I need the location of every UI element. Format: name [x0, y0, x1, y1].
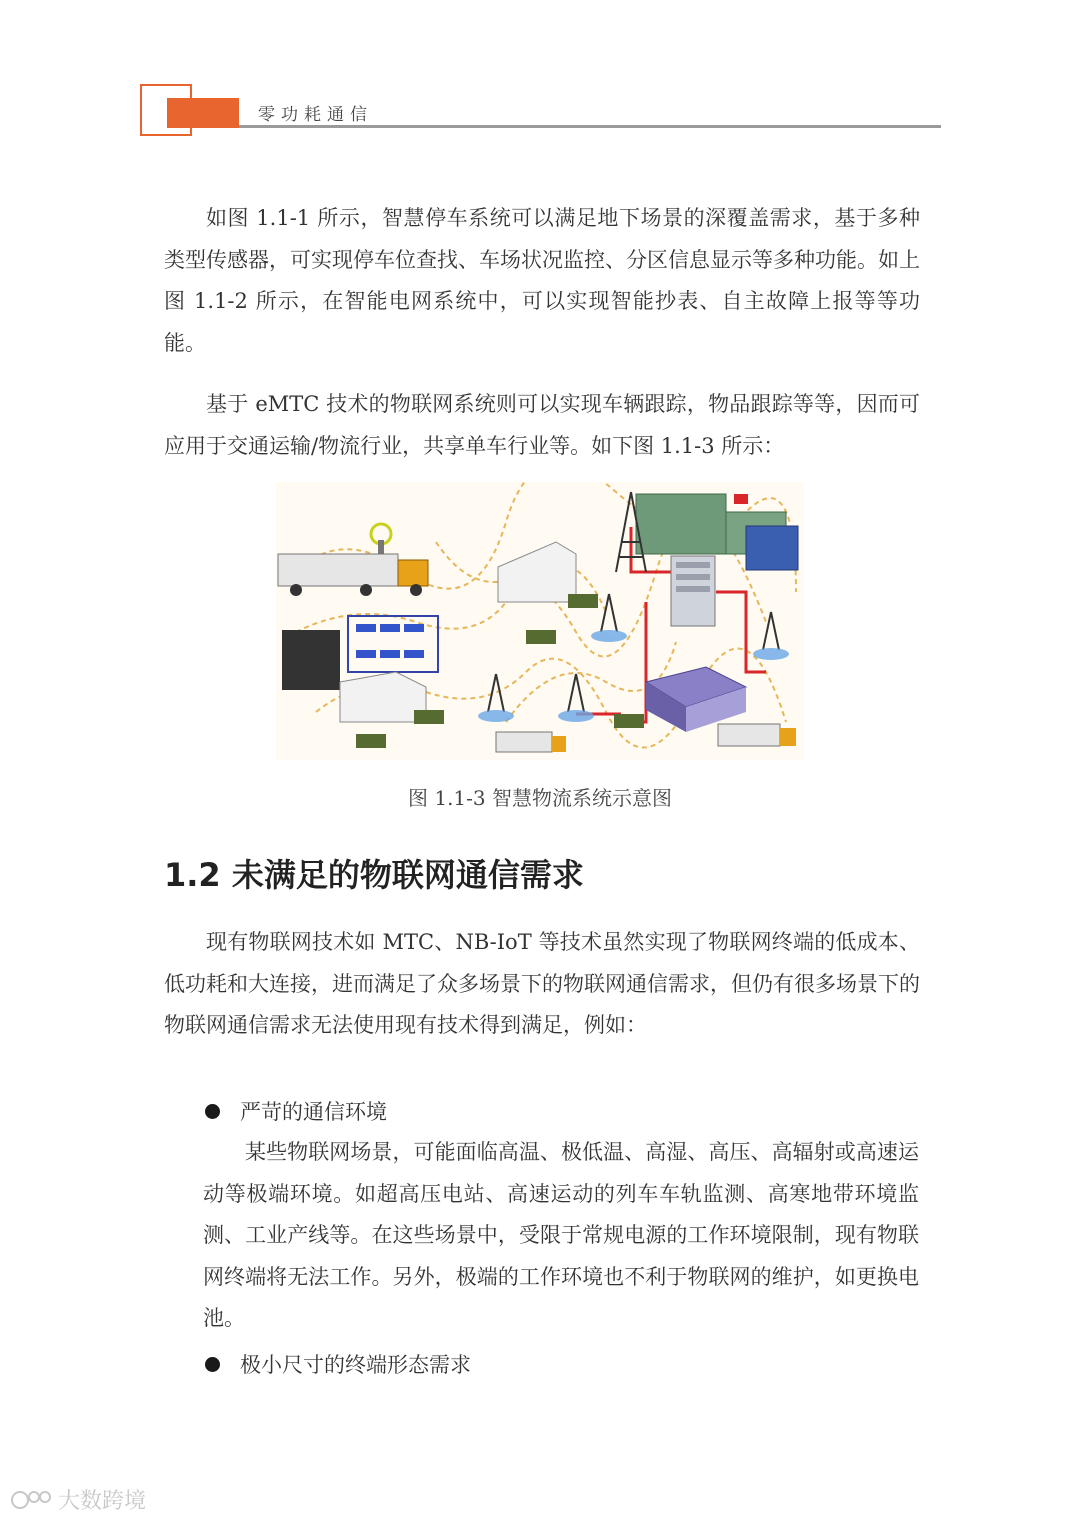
bullet-title-2: 极小尺寸的终端形态需求 — [240, 1353, 471, 1377]
paragraph-2: 基于 eMTC 技术的物联网系统则可以实现车辆跟踪，物品跟踪等等，因而可应用于交通运输/物流行业，共享单车行业等。如下图 1.1-3 所示： — [164, 392, 920, 458]
running-header-title: 零功耗通信 — [258, 105, 373, 125]
watermark-logo-icon — [10, 1487, 52, 1513]
server-rack — [671, 556, 715, 626]
header-rule — [239, 125, 941, 128]
figure-caption: 图 1.1-3 智慧物流系统示意图 — [407, 786, 672, 810]
antenna-icon — [371, 524, 391, 554]
logistics-illustration — [276, 482, 804, 760]
paragraph-1: 如图 1.1-1 所示，智慧停车系统可以满足地下场景的深覆盖需求，基于多种类型传感器，可实现停车位查找、车场状况监控、分区信息显示等多种功能。如上图 1.1-2 所示，在智能电网系统中，可以实现智能抄表、自主故障上报等等功能。 — [164, 206, 920, 355]
bullet-dot — [205, 1104, 220, 1119]
control-center-building — [636, 494, 798, 570]
watermark-text: 大数跨境 — [58, 1489, 147, 1514]
bullet-dot — [205, 1357, 220, 1372]
paragraph-3: 现有物联网技术如 MTC、NB-IoT 等技术虽然实现了物联网终端的低成本、低功耗和大连接，进而满足了众多场景下的物联网通信需求，但仍有很多场景下的物联网通信需求无法使用现有技术得到满足，例如： — [164, 930, 920, 1037]
header-accent-block — [167, 98, 239, 128]
truck-top-left — [278, 554, 428, 596]
bullet-title-1: 严苛的通信环境 — [240, 1100, 387, 1124]
bullet-body-1: 某些物联网场景，可能面临高温、极低温、高湿、高压、高辐射或高速运动等极端环境。如超高压电站、高速运动的列车车轨监测、高寒地带环境监测、工业产线等。在这些场景中，受限于常规电源的工作环境限制，现有物联网终端将无法工作。另外，极端的工作环境也不利于物联网的维护，如更换电池。 — [203, 1140, 919, 1330]
watermark — [10, 1484, 146, 1515]
logistics-system-figure — [276, 482, 804, 760]
section-heading: 1.2 未满足的物联网通信需求 — [164, 856, 584, 894]
